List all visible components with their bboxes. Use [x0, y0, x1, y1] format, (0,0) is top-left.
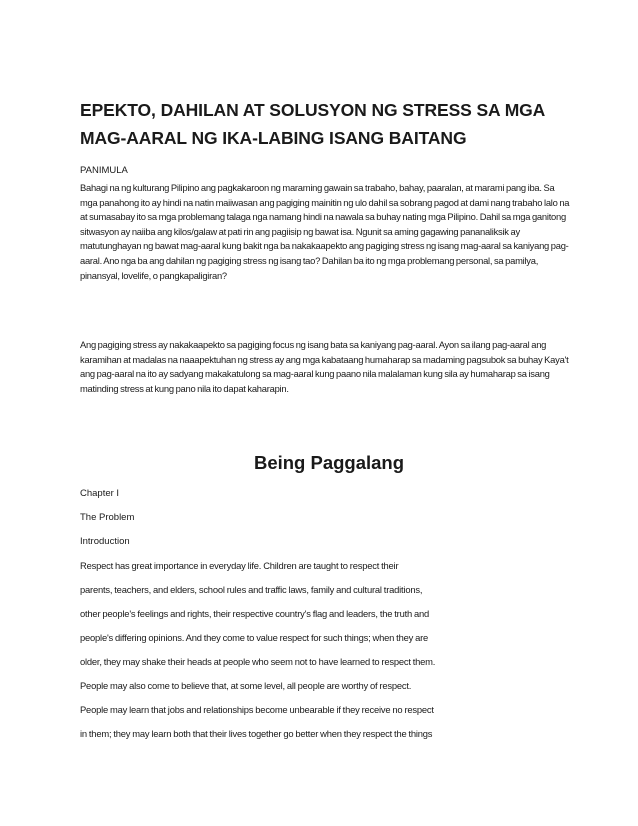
problem-label: The Problem [80, 512, 135, 523]
body-line: in them; they may learn both that their lives together go better when they respect the things [80, 728, 433, 739]
section-heading: Being Paggalang [253, 452, 405, 473]
section-label-panimula: PANIMULA [80, 165, 128, 176]
body-line: people's differing opinions. And they come to value respect for such things; when they are [80, 632, 429, 643]
body-line: older, they may shake their heads at people who seem not to have learned to respect them. [80, 656, 436, 667]
body-line: Respect has great importance in everyday life. Children are taught to respect their [80, 560, 399, 571]
introduction-label: Introduction [80, 536, 130, 547]
paragraph-1: Bahagi na ng kulturang Pilipino ang pagkakaroon ng maraming gawain sa trabaho, bahay, paaralan, at marami pang iba. Sa mga panahong ito ay hindi na natin maiiwasan ang pagiging mainitin ng ulo dahil sa sobrang pagod at dami nang trabaho lalo na at sumasabay ito sa mga problemang talaga nga namang hindi na nawala sa buhay nating mga Pilipino. Dahil sa mga ganitong sitwasyon ay naiiba ang kilos/galaw at pati rin ang pagiisip ng bawat isa. Ngunit sa aming gagawing pananaliksik ay matutunghayan ng bawat mag-aaral kung bakit nga ba nakakaapekto ang pagiging stress ng isang mag-aaral sa kaniyang pag-aaral. Ano nga ba ang dahilan ng pagiging stress ng isang tao? Dahilan ba ito ng mga problemang personal, sa pamilya, pinansyal, lovelife, o pangkapaligiran? [80, 182, 570, 281]
document-title: EPEKTO, DAHILAN AT SOLUSYON NG STRESS SA MGA MAG-AARAL NG IKA-LABING ISANG BAITANG [80, 100, 545, 148]
body-line: other people's feelings and rights, their respective country's flag and leaders, the truth and [80, 608, 430, 619]
paragraph-2: Ang pagiging stress ay nakakaapekto sa pagiging focus ng isang bata sa kaniyang pag-aaral. Ayon sa ilang pag-aaral ang karamihan at madalas na naaapektuhan ng stress ay ang mga kabataang humaharap sa madaming pagsubok sa buhay Kaya't ang pag-aaral na ito ay sadyang makakatulong sa mag-aaral kung paano nila malalaman kung sila ay humaharap sa isang matinding stress at kung pano nila ito dapat kaharapin. [80, 339, 569, 394]
chapter-label: Chapter I [80, 488, 120, 499]
body-line: parents, teachers, and elders, school rules and traffic laws, family and cultural traditions, [80, 584, 423, 595]
body-line: People may learn that jobs and relationships become unbearable if they receive no respect [80, 704, 434, 715]
body-line: People may also come to believe that, at some level, all people are worthy of respect. [80, 680, 412, 691]
